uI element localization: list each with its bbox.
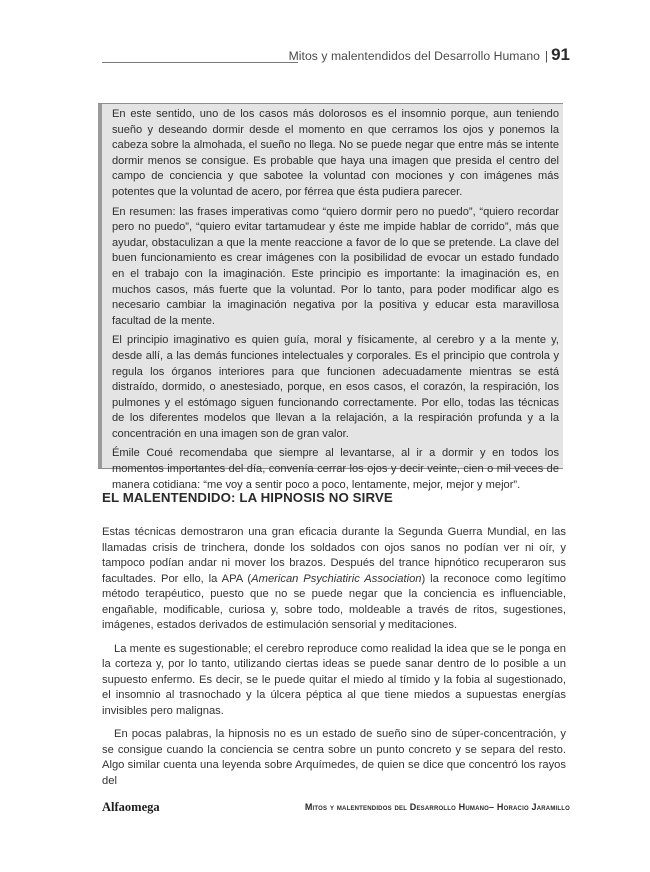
running-head-title: Mitos y malentendidos del Desarrollo Humano: [288, 49, 540, 63]
box-paragraph: El principio imaginativo es quien guía, moral y físicamente, al cerebro y a la mente y, desde allí, a las demás funciones intelectuales y corporales. Es el principio que controla y regula los órganos interiores para que funcionen adecuadamente mientras se está distraído, dormido, o anestesiado, porque, en esos casos, el corazón, la respiración, los pulmones y el estómago siguen funcionando correctamente. Por ello, todas las técnicas de los diferentes modelos que llevan a la relajación, a la respiración profunda y a la concentración en una imagen son de gran valor.: [112, 334, 559, 440]
body-text-run: Estas técnicas demostraron una gran eficacia durante la Segunda Guerra Mundial, en las llamadas crisis de trinchera, donde los soldados con ojos sanos no podían ver ni oír, y tampoco podían andar ni mover los brazos. Después del trance hipnótico recuperaron sus facultades. Por ello, la APA (: [102, 526, 566, 585]
body-italic-run: American Psychiatiric Association: [251, 572, 422, 585]
page-number: 91: [551, 45, 570, 64]
running-head-separator: |: [544, 49, 548, 63]
header-rule: [102, 62, 298, 63]
body-paragraph: En pocas palabras, la hipnosis no es un estado de sueño sino de súper-concentración, y se consigue cuando la conciencia se centra sobre un punto concreto y se separa del resto. Algo similar cuenta una leyenda sobre Arquímedes, de quien se dice que concentró los rayos del: [102, 728, 566, 787]
section-heading: EL MALENTENDIDO: LA HIPNOSIS NO SIRVE: [102, 490, 393, 505]
body-text: [102, 525, 566, 797]
box-paragraph: Émile Coué recomendaba que siempre al levantarse, al ir a dormir y en todos los momentos importantes del día, convenía cerrar los ojos y decir veinte, cien o mil veces de manera cotidiana: “me voy a sentir poco a poco, lentamente, mejor, mejor y mejor”.: [112, 447, 559, 491]
footer-publisher: Alfaomega: [102, 800, 160, 814]
box-side-bar: [98, 104, 102, 468]
box-paragraph: En este sentido, uno de los casos más dolorosos es el insomnio porque, aun teniendo sueño y deseando dormir desde el momento en que cerramos los ojos y ponemos la cabeza sobre la almohada, el sueño no llega. No se puede negar que entre más se intente dormir menos se consigue. Es probable que haya una imagen que presida el centro del campo de conciencia y que sabotee la voluntad con mociones y con imágenes más potentes que la voluntad de acero, por férrea que ésta pudiera parecer.: [112, 108, 559, 198]
body-paragraph: La mente es sugestionable; el cerebro reproduce como realidad la idea que se le ponga en la corteza y, por lo tanto, utilizando ciertas ideas se puede sanar dentro de lo posible a un supuesto enfermo. Es decir, se le puede quitar el miedo al tímido y la fobia al sugestionado, el insomnio al trasnochado y la úlcera péptica al que tiene miedos a supuestas energías invisibles pero malignas.: [102, 642, 566, 717]
highlight-box: [98, 103, 563, 491]
box-paragraph: En resumen: las frases imperativas como “quiero dormir pero no puedo”, “quiero recordar pero no puedo”, “quiero evitar tartamudear y éste me impide hablar de corrido”, más que ayudar, obstaculizan a que la mente reaccione a favor de lo que se pretende. La clave del buen funcionamiento es crear imágenes con la posibilidad de evocar un estado fundado en el trabajo con la imaginación. Este principio es importante: la imaginación es, en muchos casos, más fuerte que la voluntad. Por lo tanto, para poder modificar algo es necesario cambiar la imaginación negativa por la positiva y educar esta maravillosa facultad de la mente.: [112, 205, 559, 327]
box-content: [112, 107, 559, 497]
body-text-run: ) la reconoce como legítimo método terapéutico, puesto que no se puede negar que la conciencia es influenciable, engañable, modificable, curiosa y, sobre todo, moldeable a través de ritos, sugestiones, imágenes, estados derivados de estimulación sensorial y meditaciones.: [102, 572, 567, 631]
footer-book-title: Mitos y malentendidos del Desarrollo Humano– Horacio Jaramillo: [304, 802, 570, 812]
running-head: [102, 45, 570, 68]
body-paragraph: [102, 525, 566, 634]
